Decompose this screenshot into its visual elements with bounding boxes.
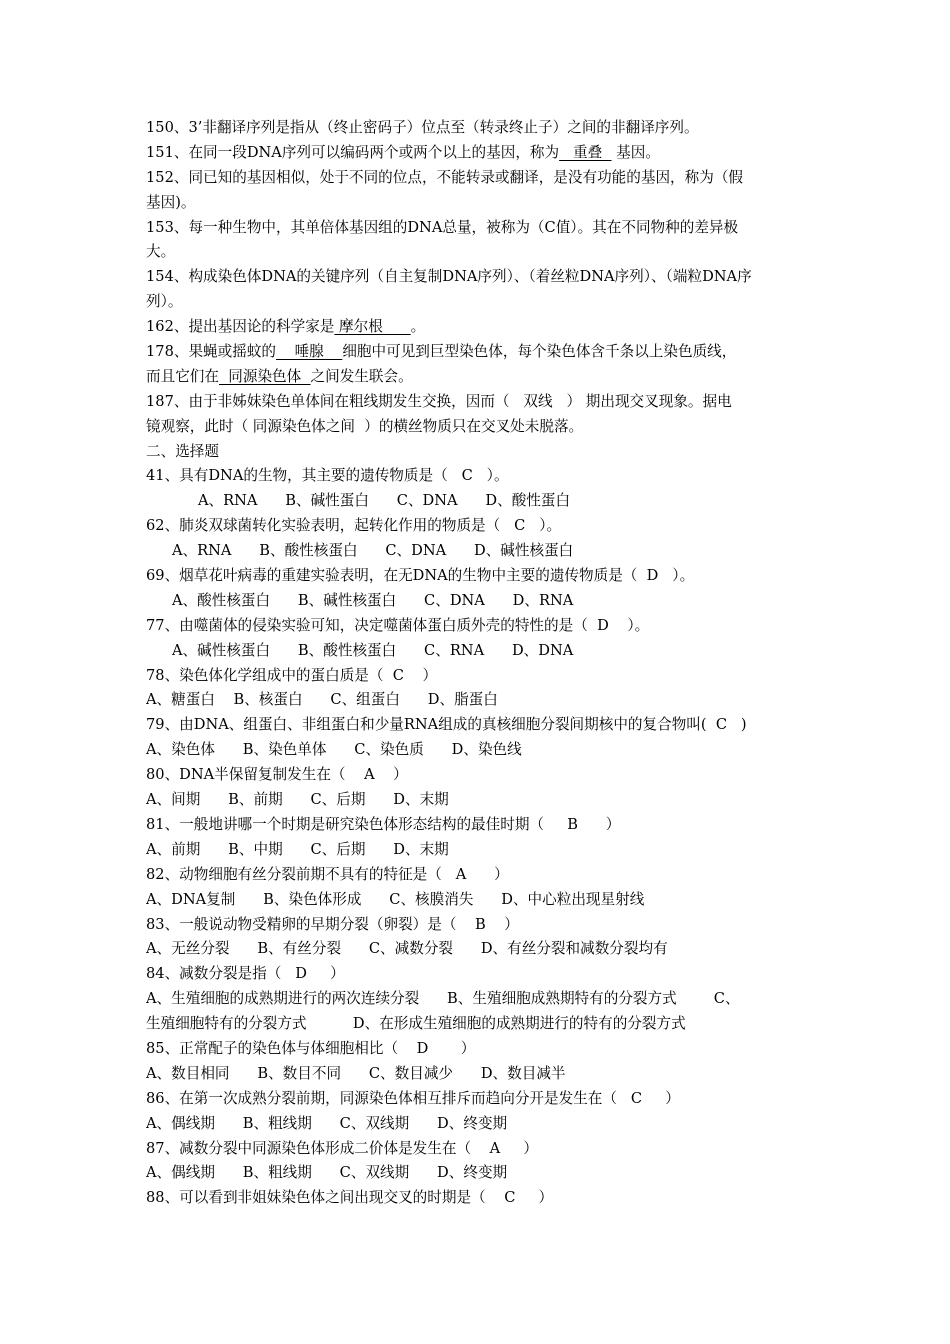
options-line [146,888,812,913]
line-text: 86、在第一次成熟分裂前期，同源染色体相互排斥而趋向分开是发生在（ C ） [146,1089,680,1107]
line-text: A、DNA复制 B、染色体形成 C、核膜消失 D、中心粒出现星射线 [146,890,645,908]
question-line [146,863,812,888]
fill-in-answer: 重叠 [559,143,612,161]
text-line [146,390,812,415]
text-line [146,290,812,315]
line-text: 79、由DNA、组蛋白、非组蛋白和少量RNA组成的真核细胞分裂间期核中的复合物叫( C ) [146,716,747,734]
fill-in-answer: 摩尔根 [334,318,411,336]
line-text: 154、构成染色体DNA的关键序列（自主复制DNA序列）、（着丝粒DNA序列）、（端粒DNA序 [146,268,752,286]
line-text: 152、同已知的基因相似，处于不同的位点，不能转录或翻译，是没有功能的基因，称为（假 [146,168,744,186]
line-text: 62、肺炎双球菌转化实验表明，起转化作用的物质是（ C ）。 [146,517,562,535]
line-text: A、糖蛋白 B、核蛋白 C、组蛋白 D、脂蛋白 [146,691,498,709]
options-line [146,1112,812,1137]
line-text: 151、在同一段DNA序列可以编码两个或两个以上的基因，称为 [146,143,560,161]
line-text: 78、染色体化学组成中的蛋白质是（ C ） [146,666,438,684]
text-line [146,166,812,191]
line-text: 41、具有DNA的生物，其主要的遗传物质是（ C ）。 [146,467,509,485]
line-text: A、碱性核蛋白 B、酸性核蛋白 C、RNA D、DNA [172,641,574,659]
options-line [146,1161,812,1186]
text-line [146,315,812,340]
options-line [146,987,812,1012]
line-text: A、间期 B、前期 C、后期 D、末期 [146,791,449,809]
line-text: 69、烟草花叶病毒的重建实验表明，在无DNA的生物中主要的遗传物质是（ D ）。 [146,567,695,585]
text-line [146,365,812,390]
options-line [146,688,812,713]
question-line [146,763,812,788]
line-text: 镜观察，此时（ 同源染色体之间 ）的横丝物质只在交叉处未脱落。 [146,417,584,435]
question-line [146,1037,812,1062]
question-line [146,664,812,689]
options-line [146,937,812,962]
section-heading [146,440,812,465]
line-text: A、无丝分裂 B、有丝分裂 C、减数分裂 D、有丝分裂和减数分裂均有 [146,940,668,958]
question-line [146,1087,812,1112]
line-text: 85、正常配子的染色体与体细胞相比（ D ） [146,1039,476,1057]
text-line [146,216,812,241]
text-line [146,141,812,166]
line-text: 细胞中可见到巨型染色体，每个染色体含千条以上染色质线， [342,343,737,361]
question-line [146,962,812,987]
line-text: 。 [410,318,426,336]
fill-in-answer: 同源染色体 [218,367,311,385]
line-text: 77、由噬菌体的侵染实验可知，决定噬菌体蛋白质外壳的特性的是（ D ）。 [146,616,650,634]
line-text: 之间发生联会。 [310,367,413,385]
question-line [146,464,812,489]
question-line [146,1186,812,1211]
line-text: A、生殖细胞的成熟期进行的两次连续分裂 B、生殖细胞成熟期特有的分裂方式 C、 [146,990,740,1008]
line-text: 二、选择题 [146,442,219,460]
line-text: 80、DNA半保留复制发生在（ A ） [146,766,408,784]
question-line [146,813,812,838]
options-line [146,1062,812,1087]
question-line [146,713,812,738]
line-text: A、偶线期 B、粗线期 C、双线期 D、终变期 [146,1164,508,1182]
options-line [146,738,812,763]
line-text: 基因)。 [146,193,196,211]
text-line [146,116,812,141]
line-text: 81、一般地讲哪一个时期是研究染色体形态结构的最佳时期（ B ） [146,815,621,833]
options-line [146,589,812,614]
line-text: A、RNA B、碱性蛋白 C、DNA D、酸性蛋白 [198,492,571,510]
question-line [146,514,812,539]
text-line [146,240,812,265]
text-line [146,340,812,365]
line-text: 153、每一种生物中，其单倍体基因组的DNA总量，被称为（C值）。其在不同物种的差异极 [146,218,739,236]
line-text: 84、减数分裂是指（ D ） [146,965,345,983]
line-text: A、数目相同 B、数目不同 C、数目减少 D、数目减半 [146,1064,566,1082]
question-line [146,564,812,589]
line-text: 162、提出基因论的科学家是 [146,318,335,336]
line-text: A、酸性核蛋白 B、碱性核蛋白 C、DNA D、RNA [172,591,574,609]
text-line [146,415,812,440]
line-text: 82、动物细胞有丝分裂前期不具有的特征是（ A ） [146,865,509,883]
line-text: 而且它们在 [146,367,219,385]
line-text: 83、一般说动物受精卵的早期分裂（卵裂）是（ B ） [146,915,519,933]
options-line [146,838,812,863]
options-line [146,639,812,664]
fill-in-answer: 唾腺 [276,343,343,361]
question-line [146,614,812,639]
line-text: 87、减数分裂中同源染色体形成二价体是发生在（ A ） [146,1139,538,1157]
line-text: 150、3’非翻译序列是指从（终止密码子）位点至（转录终止子）之间的非翻译序列。 [146,119,699,136]
document-body [146,116,812,1211]
options-line [146,1012,812,1037]
line-text: A、染色体 B、染色单体 C、染色质 D、染色线 [146,741,522,759]
line-text: 178、果蝇或摇蚊的 [146,343,277,361]
line-text: 基因。 [611,143,660,161]
line-text: A、前期 B、中期 C、后期 D、末期 [146,840,449,858]
question-line [146,913,812,938]
line-text: 187、由于非姊妹染色单体间在粗线期发生交换，因而（ 双线 ） 期出现交叉现象。据电 [146,392,732,410]
line-text: A、RNA B、酸性核蛋白 C、DNA D、碱性核蛋白 [172,542,574,560]
line-text: A、偶线期 B、粗线期 C、双线期 D、终变期 [146,1114,508,1132]
options-line [146,788,812,813]
line-text: 88、可以看到非姐妹染色体之间出现交叉的时期是（ C ） [146,1189,554,1207]
text-line [146,191,812,216]
options-line [146,539,812,564]
line-text: 列）。 [146,293,183,311]
options-line [146,489,812,514]
line-text: 大。 [146,243,176,261]
text-line [146,265,812,290]
line-text: 生殖细胞特有的分裂方式 D、在形成生殖细胞的成熟期进行的特有的分裂方式 [146,1015,686,1033]
question-line [146,1137,812,1162]
